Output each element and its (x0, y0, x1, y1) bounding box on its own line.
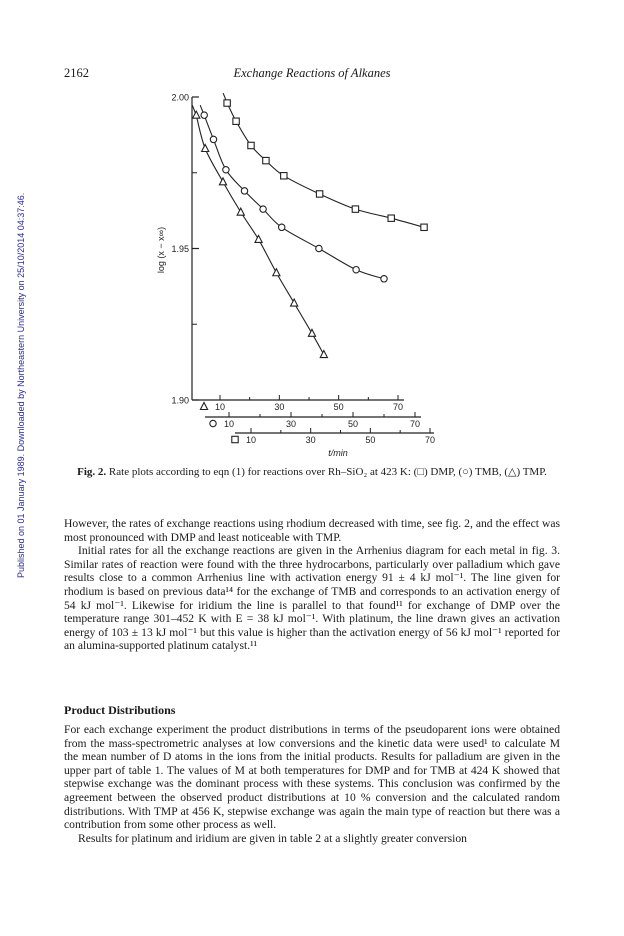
x-axis-marker-circle (210, 420, 216, 426)
x-tick-label: 70 (392, 402, 404, 412)
x-tick-label: 30 (285, 419, 297, 429)
y-tick-label: 2.00 (171, 92, 189, 103)
body-section-rates (64, 517, 560, 653)
data-point-tmb (201, 112, 207, 118)
x-tick-label: 50 (365, 435, 376, 445)
data-point-tmb (381, 276, 387, 282)
data-point-tmp (273, 269, 280, 276)
running-title: Exchange Reactions of Alkanes (233, 66, 391, 80)
data-point-tmb (210, 136, 216, 142)
figure-label: Fig. 2. (77, 466, 107, 478)
page-number: 2162 (64, 66, 89, 80)
body-section-products (64, 723, 560, 845)
series-line-tmb (200, 105, 384, 279)
data-point-dmp (263, 157, 269, 163)
paragraph-product-distributions: For each exchange experiment the product distributions in terms of the pseudoparent ions were obtained from the mass-spectrometric analyses at low conversions and the kinetic data were used¹ to calculate M the mean number of D atoms in the ions from the initial products. Results for palladium are given in the upper part of table 1. The values of M at both temperatures for DMP and for TMB at 424 K showed that stepwise exchange was the dominant process with these systems. This conclusion was confirmed by the agreement between the observed product distributions at 10 % conversion and the calculated random distributions. With TMP at 456 K, stepwise exchange was again the main type of reaction but there was a contribution from some other process as well. (64, 723, 560, 832)
data-point-tmp (237, 208, 244, 215)
data-point-tmb (353, 267, 359, 273)
data-point-dmp (248, 142, 254, 148)
paragraph-rates-decrease: However, the rates of exchange reactions using rhodium decreased with time, see fig. 2, and the effect was most pronounced with DMP and least noticeable with TMP. (64, 517, 560, 544)
data-point-tmp (320, 351, 327, 358)
data-point-tmb (260, 206, 266, 212)
data-point-tmb (241, 188, 247, 194)
section-heading-product-distributions: Product Distributions (64, 703, 176, 717)
paragraph-platinum-iridium: Results for platinum and iridium are given in table 2 at a slightly greater conversion (78, 831, 467, 845)
data-point-tmb (223, 167, 229, 173)
download-watermark-text: Published on 01 January 1989. Downloaded by Northeastern University on 25/10/2014 04:37:46. (16, 192, 26, 578)
x-tick-label: 10 (245, 435, 257, 445)
data-point-tmp (291, 299, 298, 306)
x-axis-marker-square (232, 436, 238, 442)
data-point-dmp (224, 100, 230, 106)
data-point-tmb (316, 245, 322, 251)
x-tick-label: 30 (274, 402, 285, 412)
x-tick-label: 70 (424, 435, 436, 445)
data-point-dmp (316, 191, 322, 197)
x-tick-label: 10 (223, 419, 235, 429)
paragraph-arrhenius: Initial rates for all the exchange reactions are given in the Arrhenius diagram for each metal in fig. 3. Similar rates of reaction were found with the three hydrocarbons, particularly over palladium which gave results close to a common Arrhenius line with activation energy 91 ± 4 kJ mol⁻¹. The line given for rhodium is based on previous data¹⁴ for the exchange of TMB and corresponds to an activation energy of 54 kJ mol⁻¹. Likewise for iridium the line is parallel to that found¹¹ for exchange of DMP over the temperature range 301–452 K with E = 38 kJ mol⁻¹. With platinum, the line drawn gives an activation energy of 103 ± 13 kJ mol⁻¹ but this value is higher than the activation energy of 56 kJ mol⁻¹ reported for an alumina-supported platinum catalyst.¹¹ (64, 544, 560, 653)
figure-caption-text: Rate plots according to eqn (1) for reactions over Rh–SiO₂ at 423 K: (□) DMP, (○) TMB, (△) TMP. (108, 466, 547, 478)
data-point-tmp (193, 111, 200, 118)
y-tick-label: 1.95 (171, 244, 189, 254)
x-axis-marker-triangle (200, 403, 207, 410)
data-point-dmp (421, 224, 427, 230)
data-point-tmb (279, 224, 285, 230)
data-point-dmp (233, 118, 239, 124)
x-tick-label: 50 (347, 419, 359, 429)
data-point-dmp (281, 173, 287, 179)
data-point-dmp (352, 206, 358, 212)
y-tick-label: 1.90 (171, 395, 189, 406)
x-tick-label: 10 (214, 402, 226, 412)
x-tick-label: 70 (409, 419, 421, 429)
x-tick-label: 30 (305, 435, 316, 445)
y-axis-label: log (x − x∞) (156, 226, 166, 274)
x-axis-label: t/min (328, 448, 348, 458)
x-tick-label: 50 (333, 402, 344, 412)
series-line-dmp (223, 93, 424, 227)
data-point-tmp (219, 178, 226, 185)
data-point-tmp (308, 329, 315, 336)
data-point-tmp (202, 145, 209, 152)
data-point-tmp (255, 235, 262, 242)
data-point-dmp (388, 215, 394, 221)
figure-caption (64, 465, 560, 479)
